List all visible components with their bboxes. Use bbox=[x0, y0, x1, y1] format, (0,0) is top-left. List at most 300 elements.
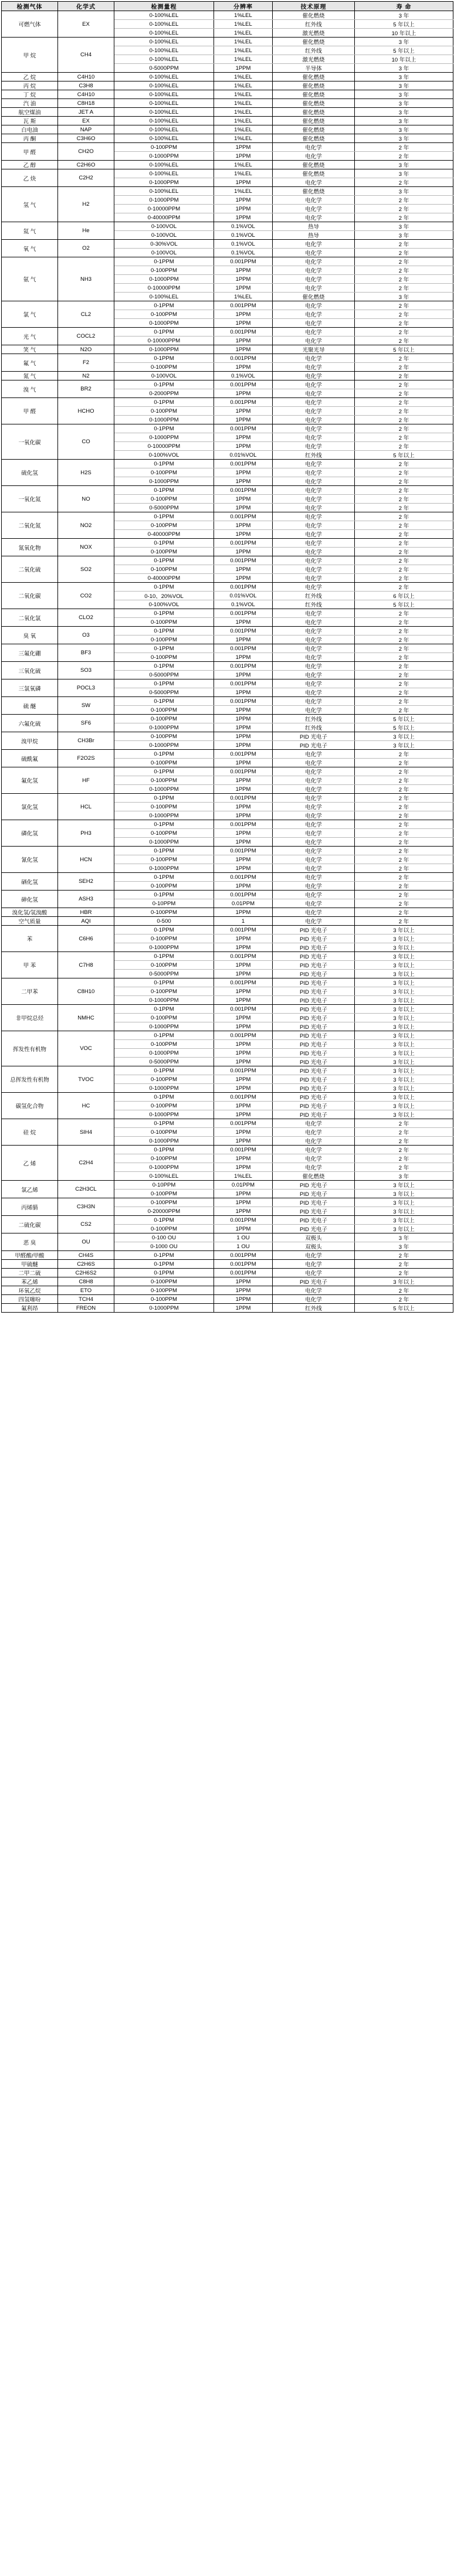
life-cell: 10 年以上 bbox=[355, 29, 453, 38]
technology-cell: 电化学 bbox=[273, 917, 355, 926]
life-cell: 2 年 bbox=[355, 891, 453, 899]
life-cell: 3 年 bbox=[355, 99, 453, 108]
technology-cell: PID 光电子 bbox=[273, 926, 355, 934]
resolution-cell: 1%LEL bbox=[214, 55, 273, 64]
resolution-cell: 1PPM bbox=[214, 811, 273, 820]
life-cell: 3 年以上 bbox=[355, 1102, 453, 1110]
gas-name-cell: 氟 气 bbox=[2, 354, 58, 372]
life-cell: 2 年 bbox=[355, 917, 453, 926]
technology-cell: 双极头 bbox=[273, 1233, 355, 1242]
technology-cell: 电化学 bbox=[273, 635, 355, 644]
formula-cell: HC bbox=[58, 1093, 114, 1119]
life-cell: 5 年以上 bbox=[355, 715, 453, 723]
range-cell: 0-1000PPM bbox=[114, 943, 214, 952]
gas-name-cell: 磷化氢 bbox=[2, 820, 58, 847]
range-cell: 0-100PPM bbox=[114, 855, 214, 864]
table-row bbox=[2, 125, 453, 134]
life-cell: 2 年 bbox=[355, 838, 453, 847]
resolution-cell: 0.001PPM bbox=[214, 891, 273, 899]
life-cell: 3 年 bbox=[355, 1233, 453, 1242]
life-cell: 2 年 bbox=[355, 706, 453, 715]
technology-cell: 电化学 bbox=[273, 152, 355, 161]
gas-name-cell: 白电油 bbox=[2, 125, 58, 134]
life-cell: 2 年 bbox=[355, 143, 453, 152]
range-cell: 0-1000PPM bbox=[114, 785, 214, 794]
resolution-cell: 1PPM bbox=[214, 442, 273, 451]
resolution-cell: 1%LEL bbox=[214, 81, 273, 90]
technology-cell: 电化学 bbox=[273, 644, 355, 653]
range-cell: 0-1PPM bbox=[114, 873, 214, 882]
resolution-cell: 1PPM bbox=[214, 785, 273, 794]
resolution-cell: 1PPM bbox=[214, 574, 273, 583]
range-cell: 0-100PPM bbox=[114, 565, 214, 574]
life-cell: 3 年 bbox=[355, 90, 453, 99]
table-row bbox=[2, 486, 453, 495]
range-cell: 0-1PPM bbox=[114, 1119, 214, 1128]
resolution-cell: 0.001PPM bbox=[214, 1260, 273, 1269]
range-cell: 0-1000PPM bbox=[114, 477, 214, 486]
range-cell: 0-5000PPM bbox=[114, 688, 214, 697]
life-cell: 2 年 bbox=[355, 864, 453, 873]
gas-name-cell: 二氧化碳 bbox=[2, 583, 58, 609]
range-cell: 0-100PPM bbox=[114, 1075, 214, 1084]
range-cell: 0-100%LEL bbox=[114, 108, 214, 117]
technology-cell: 电化学 bbox=[273, 354, 355, 363]
life-cell: 3 年以上 bbox=[355, 987, 453, 996]
table-row bbox=[2, 345, 453, 354]
technology-cell: 电化学 bbox=[273, 1154, 355, 1163]
formula-cell: SO2 bbox=[58, 556, 114, 583]
formula-cell: FREON bbox=[58, 1304, 114, 1313]
technology-cell: 电化学 bbox=[273, 1128, 355, 1137]
range-cell: 0-100PPM bbox=[114, 987, 214, 996]
range-cell: 0-1PPM bbox=[114, 627, 214, 635]
formula-cell: COCL2 bbox=[58, 328, 114, 345]
range-cell: 0-100PPM bbox=[114, 495, 214, 504]
life-cell: 3 年 bbox=[355, 293, 453, 301]
technology-cell: 电化学 bbox=[273, 512, 355, 521]
technology-cell: 电化学 bbox=[273, 301, 355, 310]
formula-cell: N2 bbox=[58, 372, 114, 380]
technology-cell: 电化学 bbox=[273, 838, 355, 847]
table-row bbox=[2, 117, 453, 125]
range-cell: 0-1PPM bbox=[114, 1216, 214, 1225]
table-row bbox=[2, 794, 453, 803]
table-row bbox=[2, 38, 453, 46]
life-cell: 2 年 bbox=[355, 565, 453, 574]
technology-cell: 催化燃烧 bbox=[273, 99, 355, 108]
resolution-cell: 0.001PPM bbox=[214, 398, 273, 407]
table-row bbox=[2, 354, 453, 363]
resolution-cell: 0.1%VOL bbox=[214, 222, 273, 231]
formula-cell: C6H6 bbox=[58, 926, 114, 952]
gas-name-cell: 氧 气 bbox=[2, 240, 58, 257]
resolution-cell: 1PPM bbox=[214, 838, 273, 847]
life-cell: 5 年以上 bbox=[355, 1304, 453, 1313]
table-row bbox=[2, 108, 453, 117]
life-cell: 5 年以上 bbox=[355, 345, 453, 354]
resolution-cell: 1PPM bbox=[214, 416, 273, 424]
formula-cell: SW bbox=[58, 697, 114, 715]
life-cell: 2 年 bbox=[355, 855, 453, 864]
life-cell: 3 年 bbox=[355, 38, 453, 46]
life-cell: 2 年 bbox=[355, 776, 453, 785]
formula-cell: NO bbox=[58, 486, 114, 512]
range-cell: 0-100PPM bbox=[114, 1154, 214, 1163]
life-cell: 2 年 bbox=[355, 618, 453, 627]
table-row bbox=[2, 556, 453, 565]
range-cell: 0-100PPM bbox=[114, 618, 214, 627]
technology-cell: 电化学 bbox=[273, 829, 355, 838]
resolution-cell: 1PPM bbox=[214, 205, 273, 213]
resolution-cell: 1%LEL bbox=[214, 29, 273, 38]
technology-cell: PID 光电子 bbox=[273, 961, 355, 970]
resolution-cell: 1PPM bbox=[214, 1304, 273, 1313]
technology-cell: 电化学 bbox=[273, 882, 355, 891]
range-cell: 0-100PPM bbox=[114, 776, 214, 785]
table-row bbox=[2, 1260, 453, 1269]
resolution-cell: 0.001PPM bbox=[214, 767, 273, 776]
life-cell: 3 年以上 bbox=[355, 1022, 453, 1031]
range-cell: 0-100PPM bbox=[114, 1102, 214, 1110]
technology-cell: 电化学 bbox=[273, 337, 355, 345]
life-cell: 3 年以上 bbox=[355, 1093, 453, 1102]
range-cell: 0-100PPM bbox=[114, 310, 214, 319]
range-cell: 0-5000PPM bbox=[114, 64, 214, 73]
technology-cell: PID 光电子 bbox=[273, 1277, 355, 1286]
range-cell: 0-1PPM bbox=[114, 1066, 214, 1075]
range-cell: 0-100PPM bbox=[114, 1277, 214, 1286]
range-cell: 0-1000PPM bbox=[114, 1084, 214, 1093]
table-row bbox=[2, 1216, 453, 1225]
range-cell: 0-1000PPM bbox=[114, 741, 214, 750]
life-cell: 3 年 bbox=[355, 231, 453, 240]
range-cell: 0-1PPM bbox=[114, 512, 214, 521]
technology-cell: PID 光电子 bbox=[273, 978, 355, 987]
range-cell: 0-100%LEL bbox=[114, 117, 214, 125]
technology-cell: 电化学 bbox=[273, 785, 355, 794]
table-row bbox=[2, 512, 453, 521]
technology-cell: 电化学 bbox=[273, 477, 355, 486]
resolution-cell: 1PPM bbox=[214, 178, 273, 187]
resolution-cell: 1PPM bbox=[214, 970, 273, 978]
gas-name-cell: 氨 气 bbox=[2, 257, 58, 301]
technology-cell: 电化学 bbox=[273, 1163, 355, 1172]
life-cell: 2 年 bbox=[355, 301, 453, 310]
formula-cell: C7H8 bbox=[58, 952, 114, 978]
technology-cell: 电化学 bbox=[273, 424, 355, 433]
range-cell: 0-100PPM bbox=[114, 1295, 214, 1304]
technology-cell: 电化学 bbox=[273, 178, 355, 187]
life-cell: 2 年 bbox=[355, 1146, 453, 1154]
formula-cell: C4H10 bbox=[58, 90, 114, 99]
table-row bbox=[2, 609, 453, 618]
formula-cell: H2 bbox=[58, 187, 114, 222]
resolution-cell: 1%LEL bbox=[214, 187, 273, 196]
range-cell: 0-100VOL bbox=[114, 372, 214, 380]
range-cell: 0-100%LEL bbox=[114, 46, 214, 55]
resolution-cell: 1PPM bbox=[214, 803, 273, 811]
range-cell: 0-500 bbox=[114, 917, 214, 926]
technology-cell: 催化燃烧 bbox=[273, 108, 355, 117]
formula-cell: SIH4 bbox=[58, 1119, 114, 1146]
table-row bbox=[2, 926, 453, 934]
range-cell: 0-1PPM bbox=[114, 750, 214, 759]
life-cell: 2 年 bbox=[355, 1251, 453, 1260]
life-cell: 3 年 bbox=[355, 1172, 453, 1181]
resolution-cell: 0.001PPM bbox=[214, 1216, 273, 1225]
technology-cell: 电化学 bbox=[273, 811, 355, 820]
resolution-cell: 0.001PPM bbox=[214, 257, 273, 266]
technology-cell: 电化学 bbox=[273, 284, 355, 293]
gas-name-cell: 甲 烷 bbox=[2, 38, 58, 73]
gas-name-cell: 丙 酮 bbox=[2, 134, 58, 143]
technology-cell: 催化燃烧 bbox=[273, 169, 355, 178]
range-cell: 0-1PPM bbox=[114, 847, 214, 855]
range-cell: 0-100PPM bbox=[114, 715, 214, 723]
life-cell: 5 年以上 bbox=[355, 723, 453, 732]
formula-cell: HF bbox=[58, 767, 114, 794]
gas-name-cell: 硫化氢 bbox=[2, 460, 58, 486]
formula-cell: N2O bbox=[58, 345, 114, 354]
resolution-cell: 1 OU bbox=[214, 1233, 273, 1242]
life-cell: 2 年 bbox=[355, 1163, 453, 1172]
table-row bbox=[2, 767, 453, 776]
range-cell: 0-1000PPM bbox=[114, 416, 214, 424]
range-cell: 0-100%LEL bbox=[114, 38, 214, 46]
resolution-cell: 0.001PPM bbox=[214, 952, 273, 961]
resolution-cell: 1PPM bbox=[214, 934, 273, 943]
resolution-cell: 1%LEL bbox=[214, 73, 273, 81]
gas-name-cell: 恶 臭 bbox=[2, 1233, 58, 1251]
technology-cell: 电化学 bbox=[273, 759, 355, 767]
range-cell: 0-1PPM bbox=[114, 354, 214, 363]
technology-cell: PID 光电子 bbox=[273, 987, 355, 996]
technology-cell: 电化学 bbox=[273, 380, 355, 389]
technology-cell: 红外线 bbox=[273, 600, 355, 609]
range-cell: 0-1PPM bbox=[114, 891, 214, 899]
range-cell: 0-100PPM bbox=[114, 706, 214, 715]
range-cell: 0-1PPM bbox=[114, 926, 214, 934]
gas-name-cell: 氯 气 bbox=[2, 301, 58, 328]
technology-cell: 双极头 bbox=[273, 1242, 355, 1251]
table-row bbox=[2, 1093, 453, 1102]
formula-cell: CL2 bbox=[58, 301, 114, 328]
resolution-cell: 1PPM bbox=[214, 196, 273, 205]
technology-cell: 电化学 bbox=[273, 196, 355, 205]
life-cell: 3 年以上 bbox=[355, 1216, 453, 1225]
technology-cell: 电化学 bbox=[273, 556, 355, 565]
resolution-cell: 1PPM bbox=[214, 1022, 273, 1031]
resolution-cell: 1PPM bbox=[214, 1040, 273, 1049]
life-cell: 5 年以上 bbox=[355, 46, 453, 55]
range-cell: 0-1PPM bbox=[114, 978, 214, 987]
life-cell: 2 年 bbox=[355, 1286, 453, 1295]
resolution-cell: 1PPM bbox=[214, 723, 273, 732]
technology-cell: 电化学 bbox=[273, 504, 355, 512]
life-cell: 2 年 bbox=[355, 178, 453, 187]
resolution-cell: 1PPM bbox=[214, 961, 273, 970]
table-row bbox=[2, 1198, 453, 1207]
table-row bbox=[2, 539, 453, 548]
range-cell: 0-1PPM bbox=[114, 820, 214, 829]
range-cell: 0-100PPM bbox=[114, 1286, 214, 1295]
life-cell: 3 年以上 bbox=[355, 952, 453, 961]
technology-cell: 激光燃烧 bbox=[273, 55, 355, 64]
gas-name-cell: 氯乙烯 bbox=[2, 1181, 58, 1198]
technology-cell: 电化学 bbox=[273, 609, 355, 618]
resolution-cell: 0.001PPM bbox=[214, 978, 273, 987]
resolution-cell: 1PPM bbox=[214, 213, 273, 222]
formula-cell: NOX bbox=[58, 539, 114, 556]
life-cell: 3 年以上 bbox=[355, 741, 453, 750]
life-cell: 3 年以上 bbox=[355, 1084, 453, 1093]
table-row bbox=[2, 1251, 453, 1260]
gas-name-cell: 氦 气 bbox=[2, 222, 58, 240]
life-cell: 3 年以上 bbox=[355, 1049, 453, 1058]
resolution-cell: 0.001PPM bbox=[214, 1093, 273, 1102]
life-cell: 2 年 bbox=[355, 442, 453, 451]
technology-cell: 电化学 bbox=[273, 143, 355, 152]
life-cell: 2 年 bbox=[355, 688, 453, 697]
formula-cell: He bbox=[58, 222, 114, 240]
resolution-cell: 1PPM bbox=[214, 337, 273, 345]
table-row bbox=[2, 662, 453, 671]
gas-name-cell: 氢 气 bbox=[2, 187, 58, 222]
range-cell: 0-100%LEL bbox=[114, 134, 214, 143]
resolution-cell: 1PPM bbox=[214, 908, 273, 917]
technology-cell: PID 光电子 bbox=[273, 1075, 355, 1084]
gas-name-cell: 汽 油 bbox=[2, 99, 58, 108]
gas-name-cell: 二硫化碳 bbox=[2, 1216, 58, 1233]
range-cell: 0-100PPM bbox=[114, 1040, 214, 1049]
gas-name-cell: 乙 炔 bbox=[2, 169, 58, 187]
technology-cell: PID 光电子 bbox=[273, 1198, 355, 1207]
resolution-cell: 1PPM bbox=[214, 943, 273, 952]
life-cell: 2 年 bbox=[355, 213, 453, 222]
resolution-cell: 1PPM bbox=[214, 1014, 273, 1022]
range-cell: 0-100PPM bbox=[114, 266, 214, 275]
life-cell: 3 年 bbox=[355, 64, 453, 73]
life-cell: 2 年 bbox=[355, 759, 453, 767]
formula-cell: C3H3N bbox=[58, 1198, 114, 1216]
technology-cell: 催化燃烧 bbox=[273, 73, 355, 81]
formula-cell: C2H6S2 bbox=[58, 1269, 114, 1277]
range-cell: 0-100PPM bbox=[114, 407, 214, 416]
technology-cell: 电化学 bbox=[273, 767, 355, 776]
technology-cell: PID 光电子 bbox=[273, 1058, 355, 1066]
range-cell: 0-100%LEL bbox=[114, 90, 214, 99]
life-cell: 3 年以上 bbox=[355, 1005, 453, 1014]
resolution-cell: 1PPM bbox=[214, 741, 273, 750]
technology-cell: PID 光电子 bbox=[273, 1207, 355, 1216]
formula-cell: C3H6O bbox=[58, 134, 114, 143]
resolution-cell: 0.001PPM bbox=[214, 301, 273, 310]
range-cell: 0-5000PPM bbox=[114, 504, 214, 512]
header-gas-name: 检测气体 bbox=[2, 2, 58, 11]
range-cell: 0-1000PPM bbox=[114, 275, 214, 284]
resolution-cell: 1PPM bbox=[214, 1102, 273, 1110]
technology-cell: 电化学 bbox=[273, 1137, 355, 1146]
table-row bbox=[2, 679, 453, 688]
header-resolution: 分辨率 bbox=[214, 2, 273, 11]
technology-cell: 催化燃烧 bbox=[273, 81, 355, 90]
table-row bbox=[2, 240, 453, 249]
technology-cell: 电化学 bbox=[273, 398, 355, 407]
formula-cell: C8H8 bbox=[58, 1277, 114, 1286]
range-cell: 0-100PPM bbox=[114, 961, 214, 970]
gas-name-cell: 氯化氢 bbox=[2, 794, 58, 820]
technology-cell: 催化燃烧 bbox=[273, 293, 355, 301]
life-cell: 6 年以上 bbox=[355, 592, 453, 600]
range-cell: 0-100PPM bbox=[114, 1190, 214, 1198]
life-cell: 2 年 bbox=[355, 1154, 453, 1163]
resolution-cell: 1PPM bbox=[214, 987, 273, 996]
life-cell: 2 年 bbox=[355, 1269, 453, 1277]
technology-cell: 电化学 bbox=[273, 539, 355, 548]
technology-cell: PID 光电子 bbox=[273, 1216, 355, 1225]
resolution-cell: 1PPM bbox=[214, 565, 273, 574]
range-cell: 0-1000PPM bbox=[114, 1163, 214, 1172]
range-cell: 0-100PPM bbox=[114, 934, 214, 943]
technology-cell: 电化学 bbox=[273, 319, 355, 328]
life-cell: 3 年 bbox=[355, 81, 453, 90]
life-cell: 2 年 bbox=[355, 319, 453, 328]
technology-cell: 电化学 bbox=[273, 794, 355, 803]
life-cell: 2 年 bbox=[355, 354, 453, 363]
resolution-cell: 1PPM bbox=[214, 407, 273, 416]
resolution-cell: 1PPM bbox=[214, 715, 273, 723]
gas-name-cell: 硅 烷 bbox=[2, 1119, 58, 1146]
formula-cell: SEH2 bbox=[58, 873, 114, 891]
gas-name-cell: 瓦 斯 bbox=[2, 117, 58, 125]
life-cell: 3 年 bbox=[355, 187, 453, 196]
life-cell: 2 年 bbox=[355, 750, 453, 759]
range-cell: 0-1000PPM bbox=[114, 345, 214, 354]
technology-cell: 电化学 bbox=[273, 662, 355, 671]
resolution-cell: 1PPM bbox=[214, 433, 273, 442]
technology-cell: 电化学 bbox=[273, 275, 355, 284]
range-cell: 0-100%LEL bbox=[114, 55, 214, 64]
resolution-cell: 1PPM bbox=[214, 1049, 273, 1058]
gas-name-cell: 乙 烯 bbox=[2, 1146, 58, 1181]
range-cell: 0-1PPM bbox=[114, 697, 214, 706]
formula-cell: TCH4 bbox=[58, 1295, 114, 1304]
range-cell: 0-1000PPM bbox=[114, 433, 214, 442]
range-cell: 0-1PPM bbox=[114, 794, 214, 803]
resolution-cell: 1PPM bbox=[214, 1128, 273, 1137]
technology-cell: PID 光电子 bbox=[273, 1005, 355, 1014]
range-cell: 0-100PPM bbox=[114, 1225, 214, 1233]
table-row bbox=[2, 1277, 453, 1286]
table-row bbox=[2, 1181, 453, 1190]
resolution-cell: 1PPM bbox=[214, 389, 273, 398]
resolution-cell: 0.001PPM bbox=[214, 1269, 273, 1277]
gas-name-cell: 氟利昂 bbox=[2, 1304, 58, 1313]
resolution-cell: 1%LEL bbox=[214, 11, 273, 20]
resolution-cell: 1PPM bbox=[214, 319, 273, 328]
technology-cell: 催化燃烧 bbox=[273, 187, 355, 196]
resolution-cell: 1PPM bbox=[214, 671, 273, 679]
life-cell: 2 年 bbox=[355, 1119, 453, 1128]
table-row bbox=[2, 847, 453, 855]
range-cell: 0-1000PPM bbox=[114, 152, 214, 161]
resolution-cell: 1PPM bbox=[214, 855, 273, 864]
header-life: 寿 命 bbox=[355, 2, 453, 11]
technology-cell: 电化学 bbox=[273, 855, 355, 864]
table-row bbox=[2, 644, 453, 653]
technology-cell: 催化燃烧 bbox=[273, 11, 355, 20]
